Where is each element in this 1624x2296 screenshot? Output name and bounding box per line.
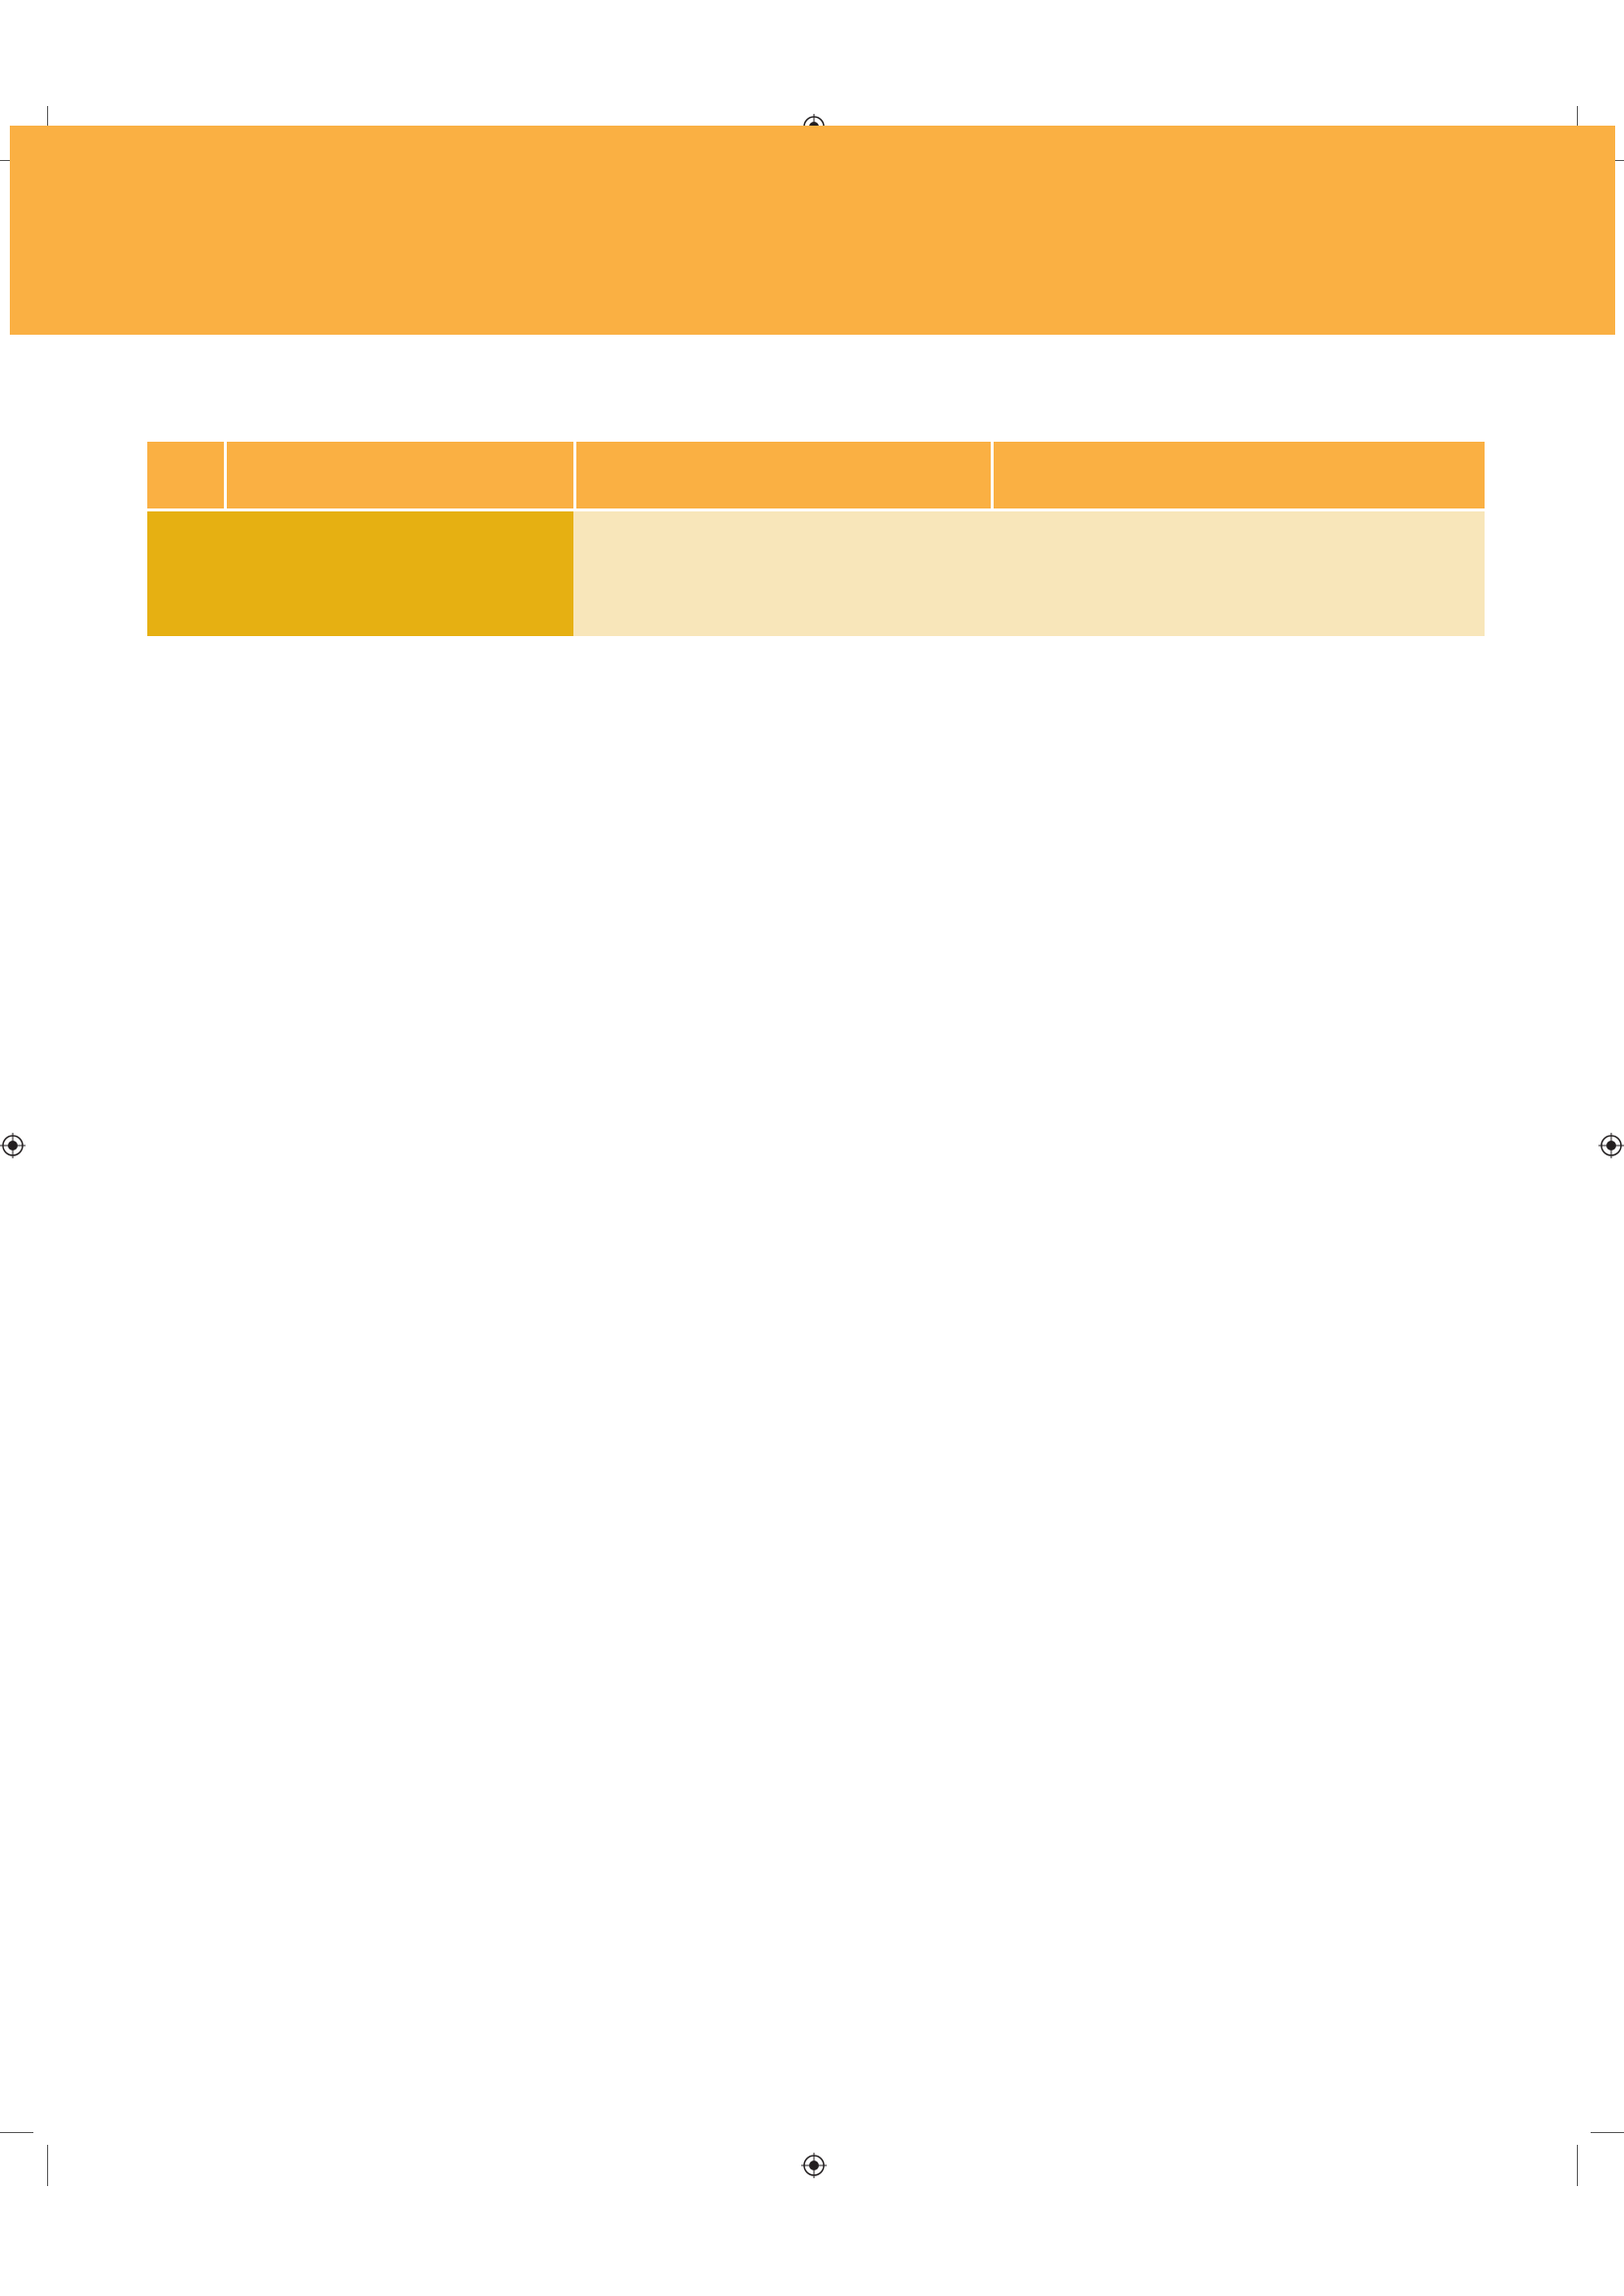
- registration-mark-icon: [0, 1133, 26, 1158]
- scope-sequence-table: [147, 442, 1485, 636]
- registration-mark-icon: [801, 2153, 827, 2178]
- registration-mark-icon: [1598, 1133, 1624, 1158]
- header-unit-title: [224, 442, 573, 508]
- table-header: [147, 442, 1485, 508]
- expansion-title-cell: [147, 511, 573, 636]
- header-number: [147, 442, 224, 508]
- crop-mark: [0, 2132, 33, 2133]
- ministry-logo-icon: [86, 1963, 283, 2120]
- crop-mark: [1591, 2132, 1624, 2133]
- header-functions: [573, 442, 991, 508]
- title-banner: [10, 126, 1615, 335]
- crop-mark: [47, 2145, 48, 2186]
- expansion-row: [147, 508, 1485, 636]
- crop-mark: [1577, 2145, 1578, 2186]
- header-grammar: [991, 442, 1485, 508]
- expansion-content: [573, 511, 1485, 636]
